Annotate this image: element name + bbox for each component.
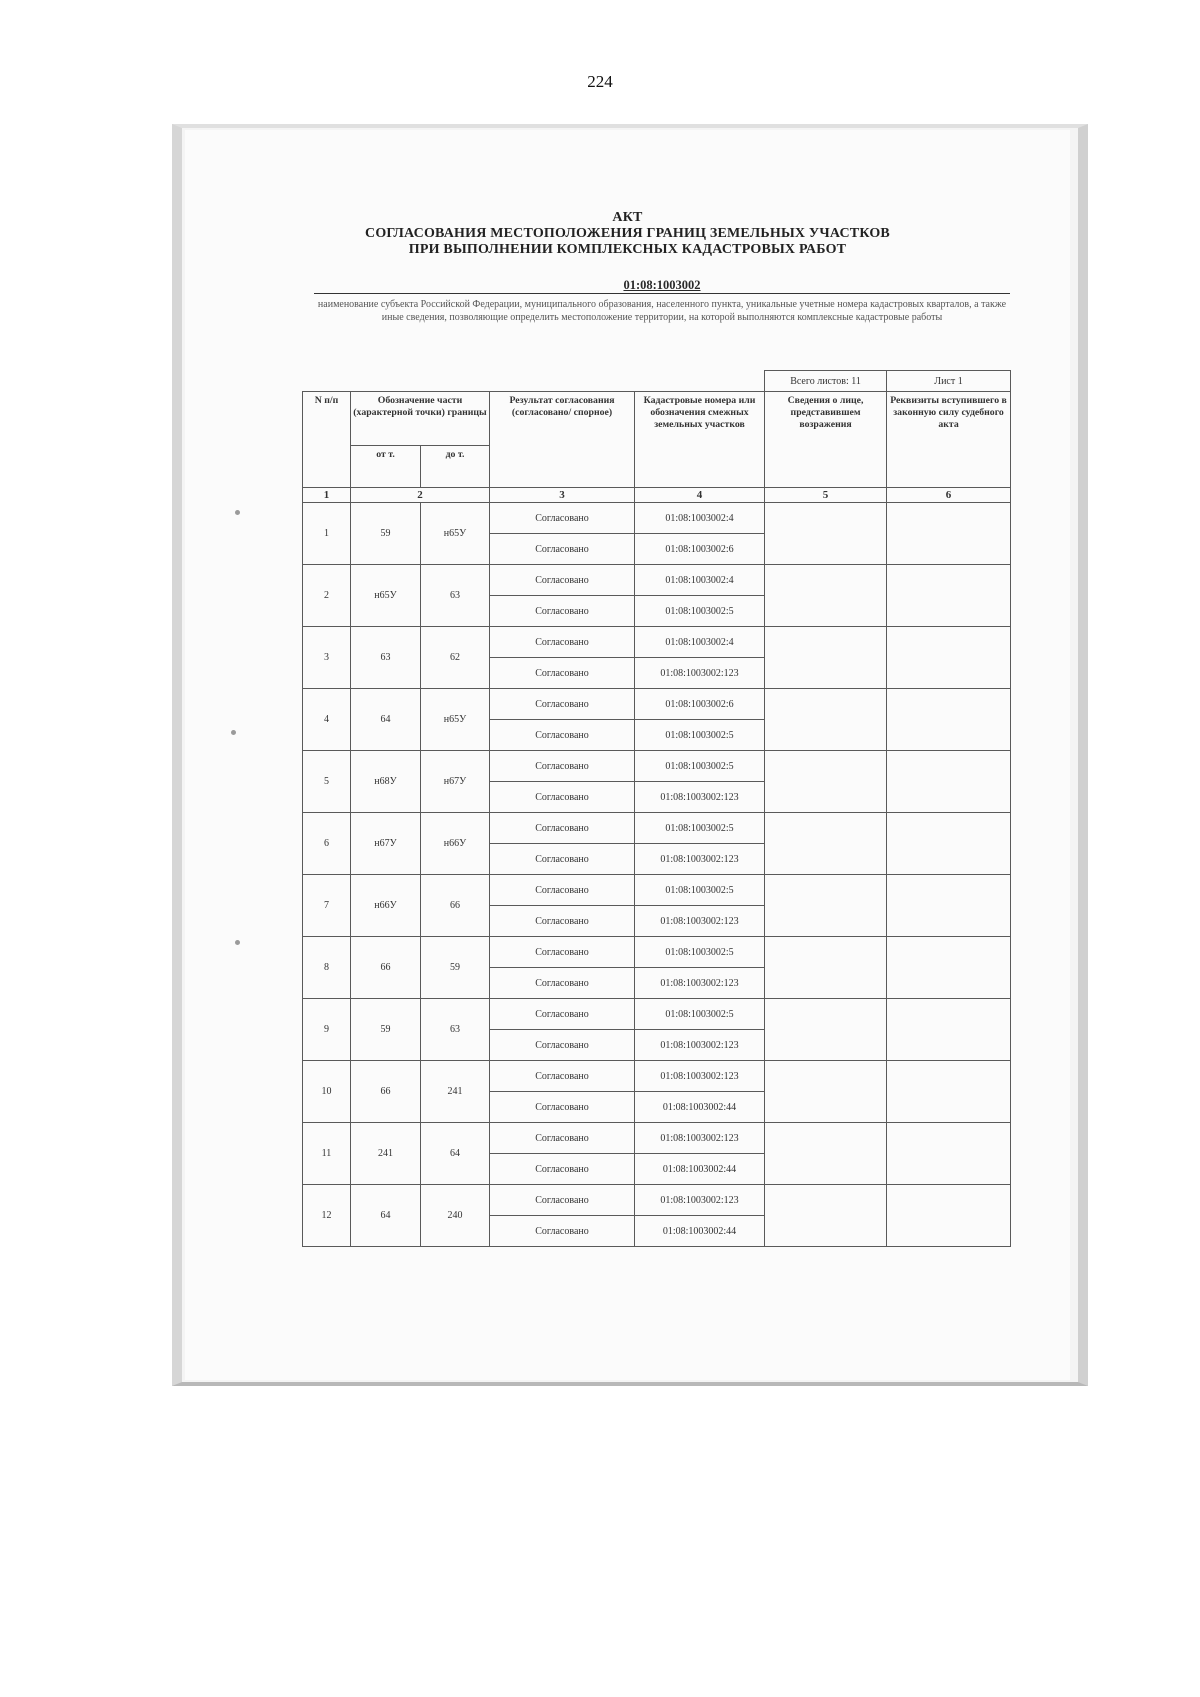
quarter-code: 01:08:1003002 <box>623 278 701 292</box>
row-number-cell: 10 <box>303 1061 351 1123</box>
objection-person-cell <box>765 813 887 875</box>
result-cell: Согласовано <box>490 1123 635 1154</box>
point-to-cell: 63 <box>421 999 490 1061</box>
objection-person-cell <box>765 751 887 813</box>
result-cell: Согласовано <box>490 813 635 844</box>
cadastral-number-cell: 01:08:1003002:123 <box>635 1030 765 1061</box>
court-act-cell <box>887 689 1011 751</box>
sheet-number: Лист 1 <box>887 371 1011 392</box>
cadastral-number-cell: 01:08:1003002:123 <box>635 906 765 937</box>
cadastral-number-cell: 01:08:1003002:44 <box>635 1154 765 1185</box>
table-row <box>303 565 1011 596</box>
point-from-cell: н66У <box>351 875 421 937</box>
row-number-cell: 4 <box>303 689 351 751</box>
header-person: Сведения о лице, представившем возражения <box>765 392 887 488</box>
objection-person-cell <box>765 503 887 565</box>
result-cell: Согласовано <box>490 534 635 565</box>
row-number-cell: 2 <box>303 565 351 627</box>
cadastral-number-cell: 01:08:1003002:5 <box>635 596 765 627</box>
objection-person-cell <box>765 689 887 751</box>
punch-hole-mark <box>231 730 236 735</box>
point-from-cell: 66 <box>351 937 421 999</box>
approval-table <box>302 370 1011 1247</box>
court-act-cell <box>887 875 1011 937</box>
cadastral-number-cell: 01:08:1003002:44 <box>635 1092 765 1123</box>
title-line: АКТ <box>612 210 643 225</box>
point-to-cell: н67У <box>421 751 490 813</box>
cadastral-number-cell: 01:08:1003002:5 <box>635 720 765 751</box>
court-act-cell <box>887 627 1011 689</box>
result-cell: Согласовано <box>490 999 635 1030</box>
point-to-cell: 240 <box>421 1185 490 1247</box>
court-act-cell <box>887 1061 1011 1123</box>
point-from-cell: 66 <box>351 1061 421 1123</box>
court-act-cell <box>887 503 1011 565</box>
total-sheets: Всего листов: 11 <box>765 371 887 392</box>
cadastral-number-cell: 01:08:1003002:6 <box>635 689 765 720</box>
point-from-cell: 63 <box>351 627 421 689</box>
point-from-cell: 64 <box>351 1185 421 1247</box>
table-row <box>303 689 1011 720</box>
location-description: наименование субъекта Российской Федерации, муниципального образования, населенного пункта, уникальные учетные номера кадастровых кварталов, а также иные сведения, позволяющие определить местоположение территории, на которой выполняются комплексные кадастровые работы <box>317 299 1007 323</box>
table-row <box>303 751 1011 782</box>
objection-person-cell <box>765 1061 887 1123</box>
table-row <box>303 813 1011 844</box>
table-row <box>303 503 1011 534</box>
cadastral-number-cell: 01:08:1003002:123 <box>635 968 765 999</box>
cadastral-number-cell: 01:08:1003002:4 <box>635 565 765 596</box>
point-from-cell: 241 <box>351 1123 421 1185</box>
column-number: 4 <box>635 488 765 503</box>
cadastral-number-cell: 01:08:1003002:5 <box>635 875 765 906</box>
title-line: ПРИ ВЫПОЛНЕНИИ КОМПЛЕКСНЫХ КАДАСТРОВЫХ РАБОТ <box>408 242 847 257</box>
result-cell: Согласовано <box>490 1092 635 1123</box>
document-title <box>185 210 1070 258</box>
objection-person-cell <box>765 937 887 999</box>
result-cell: Согласовано <box>490 782 635 813</box>
result-cell: Согласовано <box>490 937 635 968</box>
table-row <box>303 1123 1011 1154</box>
result-cell: Согласовано <box>490 1061 635 1092</box>
court-act-cell <box>887 1123 1011 1185</box>
header-from: от т. <box>351 446 421 488</box>
cadastral-number-cell: 01:08:1003002:123 <box>635 1185 765 1216</box>
point-from-cell: н67У <box>351 813 421 875</box>
result-cell: Согласовано <box>490 503 635 534</box>
result-cell: Согласовано <box>490 689 635 720</box>
header-part: Обозначение части (характерной точки) границы <box>351 392 490 446</box>
point-from-cell: 64 <box>351 689 421 751</box>
cadastral-number-cell: 01:08:1003002:123 <box>635 1061 765 1092</box>
column-number: 2 <box>351 488 490 503</box>
result-cell: Согласовано <box>490 720 635 751</box>
title-line: СОГЛАСОВАНИЯ МЕСТОПОЛОЖЕНИЯ ГРАНИЦ ЗЕМЕЛЬНЫХ УЧАСТКОВ <box>365 226 890 241</box>
row-number-cell: 12 <box>303 1185 351 1247</box>
row-number-cell: 9 <box>303 999 351 1061</box>
cadastral-number-cell: 01:08:1003002:123 <box>635 782 765 813</box>
row-number-cell: 8 <box>303 937 351 999</box>
cadastral-number-cell: 01:08:1003002:5 <box>635 813 765 844</box>
point-to-cell: 59 <box>421 937 490 999</box>
court-act-cell <box>887 999 1011 1061</box>
page-number: 224 <box>587 72 613 91</box>
column-number: 3 <box>490 488 635 503</box>
cadastral-number-cell: 01:08:1003002:123 <box>635 658 765 689</box>
result-cell: Согласовано <box>490 968 635 999</box>
court-act-cell <box>887 813 1011 875</box>
row-number-cell: 7 <box>303 875 351 937</box>
point-to-cell: н66У <box>421 813 490 875</box>
result-cell: Согласовано <box>490 1216 635 1247</box>
column-number: 5 <box>765 488 887 503</box>
cadastral-number-cell: 01:08:1003002:4 <box>635 627 765 658</box>
punch-hole-mark <box>235 940 240 945</box>
result-cell: Согласовано <box>490 751 635 782</box>
point-to-cell: 241 <box>421 1061 490 1123</box>
row-number-cell: 5 <box>303 751 351 813</box>
result-cell: Согласовано <box>490 627 635 658</box>
result-cell: Согласовано <box>490 658 635 689</box>
point-to-cell: 62 <box>421 627 490 689</box>
punch-hole-mark <box>235 510 240 515</box>
result-cell: Согласовано <box>490 1185 635 1216</box>
cadastral-number-cell: 01:08:1003002:44 <box>635 1216 765 1247</box>
court-act-cell <box>887 937 1011 999</box>
table-row <box>303 1185 1011 1216</box>
row-number-cell: 11 <box>303 1123 351 1185</box>
objection-person-cell <box>765 1123 887 1185</box>
objection-person-cell <box>765 875 887 937</box>
table-row <box>303 1061 1011 1092</box>
table-row <box>303 999 1011 1030</box>
table-body <box>303 503 1011 1247</box>
point-from-cell: 59 <box>351 999 421 1061</box>
court-act-cell <box>887 565 1011 627</box>
result-cell: Согласовано <box>490 875 635 906</box>
point-to-cell: н65У <box>421 503 490 565</box>
row-number-cell: 3 <box>303 627 351 689</box>
column-number: 6 <box>887 488 1011 503</box>
point-to-cell: 64 <box>421 1123 490 1185</box>
column-number: 1 <box>303 488 351 503</box>
point-to-cell: 63 <box>421 565 490 627</box>
point-to-cell: н65У <box>421 689 490 751</box>
quarter-code-line <box>314 278 1010 294</box>
cadastral-number-cell: 01:08:1003002:5 <box>635 751 765 782</box>
header-to: до т. <box>421 446 490 488</box>
table-row <box>303 937 1011 968</box>
header-cadastral: Кадастровые номера или обозначения смежных земельных участков <box>635 392 765 488</box>
header-n: N п/п <box>303 392 351 488</box>
row-number-cell: 1 <box>303 503 351 565</box>
cadastral-number-cell: 01:08:1003002:5 <box>635 999 765 1030</box>
objection-person-cell <box>765 565 887 627</box>
header-requisites: Реквизиты вступившего в законную силу судебного акта <box>887 392 1011 488</box>
result-cell: Согласовано <box>490 1154 635 1185</box>
point-to-cell: 66 <box>421 875 490 937</box>
cadastral-number-cell: 01:08:1003002:123 <box>635 1123 765 1154</box>
result-cell: Согласовано <box>490 906 635 937</box>
result-cell: Согласовано <box>490 844 635 875</box>
result-cell: Согласовано <box>490 1030 635 1061</box>
cadastral-number-cell: 01:08:1003002:123 <box>635 844 765 875</box>
objection-person-cell <box>765 999 887 1061</box>
header-result: Результат согласования (согласовано/ спорное) <box>490 392 635 488</box>
scanned-document <box>185 130 1070 1380</box>
cadastral-number-cell: 01:08:1003002:6 <box>635 534 765 565</box>
court-act-cell <box>887 1185 1011 1247</box>
cadastral-number-cell: 01:08:1003002:5 <box>635 937 765 968</box>
cadastral-number-cell: 01:08:1003002:4 <box>635 503 765 534</box>
table-row <box>303 875 1011 906</box>
objection-person-cell <box>765 627 887 689</box>
point-from-cell: 59 <box>351 503 421 565</box>
table-row <box>303 627 1011 658</box>
result-cell: Согласовано <box>490 596 635 627</box>
row-number-cell: 6 <box>303 813 351 875</box>
point-from-cell: н65У <box>351 565 421 627</box>
point-from-cell: н68У <box>351 751 421 813</box>
objection-person-cell <box>765 1185 887 1247</box>
result-cell: Согласовано <box>490 565 635 596</box>
court-act-cell <box>887 751 1011 813</box>
